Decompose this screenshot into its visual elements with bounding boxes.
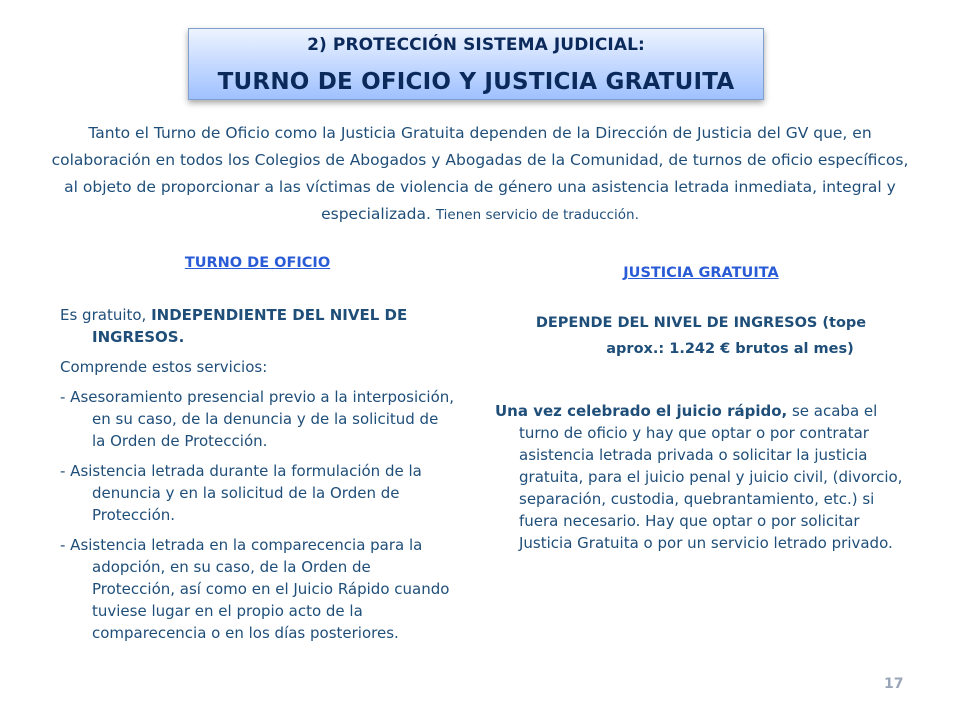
- left-paragraph-comprende: Comprende estos servicios:: [60, 358, 268, 376]
- title-line-2: TURNO DE OFICIO Y JUSTICIA GRATUITA: [217, 69, 735, 95]
- left-column-heading: TURNO DE OFICIO: [184, 255, 331, 271]
- right-para-rest: se acaba el turno de oficio y hay que optar o por contratar asistencia letrada privada o solicitar la justicia gratuita, para el juicio penal y juicio civil, (divorcio, separación, custodia, quebrantamiento, etc.) si fuera necesario. Hay que optar o por solicitar Justicia Gratuita o por un servicio letrado privado.: [519, 402, 903, 552]
- left-list-item-asistencia-denuncia: - Asistencia letrada durante la formulación de la denuncia y en la solicitud de la Orden de Protección.: [60, 462, 422, 524]
- left-paragraph-gratuito: [60, 304, 455, 348]
- right-column-heading: JUSTICIA GRATUITA: [623, 265, 779, 281]
- intro-paragraph: [50, 120, 910, 229]
- title-box: [188, 28, 764, 100]
- left-p1-bold: INDEPENDIENTE DEL NIVEL DE INGRESOS.: [92, 306, 408, 346]
- page-number: 17: [884, 676, 904, 692]
- right-para-bold: Una vez celebrado el juicio rápido,: [495, 402, 788, 420]
- left-p1-prefix: Es gratuito,: [60, 306, 152, 324]
- right-depende-line-2: aprox.: 1.242 € brutos al mes): [606, 341, 854, 357]
- right-paragraph-juicio-rapido: [495, 400, 907, 554]
- right-column: [495, 262, 907, 554]
- intro-main-text: Tanto el Turno de Oficio como la Justicia Gratuita dependen de la Dirección de Justicia del GV que, en colaboración en todos los Colegios de Abogados y Abogadas de la Comunidad, de turnos de oficio específicos, al objeto de proporcionar a las víctimas de violencia de género una asistencia letrada inmediata, integral y especializada.: [51, 124, 909, 223]
- right-depende-line-1: DEPENDE DEL NIVEL DE INGRESOS (tope: [535, 315, 867, 331]
- left-column: [60, 252, 455, 644]
- right-depende-block: [495, 310, 907, 362]
- intro-small-text: Tienen servicio de traducción.: [435, 207, 639, 223]
- title-line-1: 2) PROTECCIÓN SISTEMA JUDICIAL:: [307, 35, 645, 55]
- left-list-item-asistencia-comparecencia: - Asistencia letrada en la comparecencia para la adopción, en su caso, de la Orden de Protección, así como en el Juicio Rápido cuando tuviese lugar en el propio acto de la comparecencia o en los días posteriores.: [60, 536, 450, 642]
- right-depende-text: [495, 310, 907, 362]
- left-list-item-asesoramiento: - Asesoramiento presencial previo a la interposición, en su caso, de la denuncia y de la solicitud de la Orden de Protección.: [60, 388, 455, 450]
